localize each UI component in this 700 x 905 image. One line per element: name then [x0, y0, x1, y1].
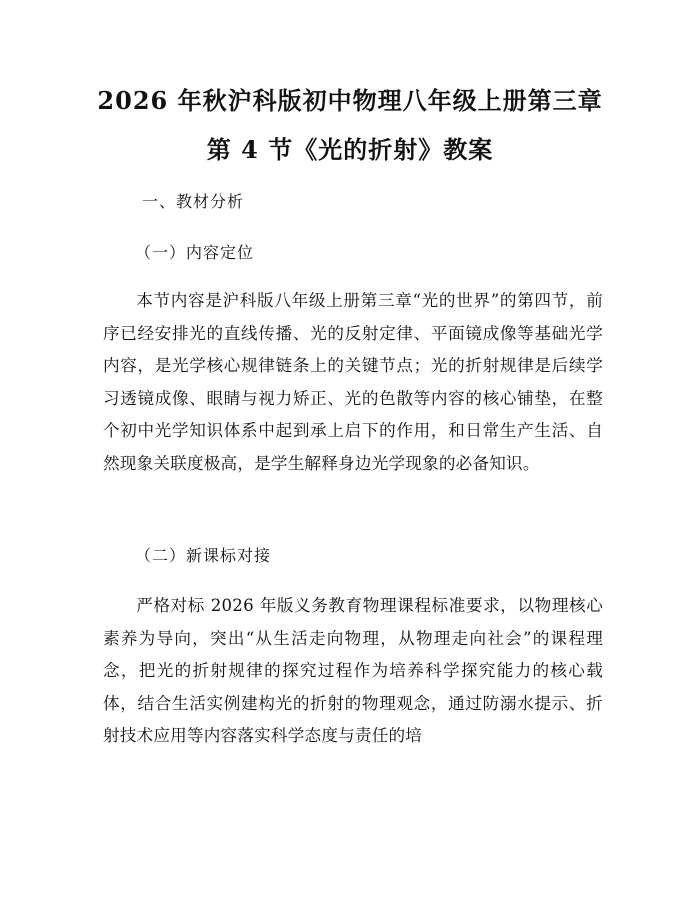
paragraph-new-curriculum: 严格对标 2026 年版义务教育物理课程标准要求，以物理核心素养为导向，突出“从生活走向物理，从物理走向社会”的课程理念，把光的折射规律的探究过程作为培养科学探究能力的核心载体，结合生活实例建构光的折射的物理观念，通过防溺水提示、折射技术应用等内容落实科学态度与责任的培: [103, 596, 603, 745]
subsection-heading-content-positioning: （一）内容定位: [135, 243, 255, 262]
section-heading-teaching-material-analysis: 一、教材分析: [142, 192, 245, 211]
subsection-heading-new-curriculum: （二）新课标对接: [135, 546, 272, 565]
document-title-line-1: 2026 年秋沪科版初中物理八年级上册第三章: [97, 86, 603, 115]
paragraph-content-positioning: 本节内容是沪科版八年级上册第三章“光的世界”的第四节，前序已经安排光的直线传播、光的反射定律、平面镜成像等基础光学内容，是光学核心规律链条上的关键节点；光的折射规律是后续学习透镜成像、眼睛与视力矫正、光的色散等内容的核心铺垫，在整个初中光学知识体系中起到承上启下的作用，和日常生产生活、自然现象关联度极高，是学生解释身边光学现象的必备知识。: [103, 291, 603, 473]
document-title-line-2: 第 4 节《光的折射》教案: [206, 135, 494, 164]
